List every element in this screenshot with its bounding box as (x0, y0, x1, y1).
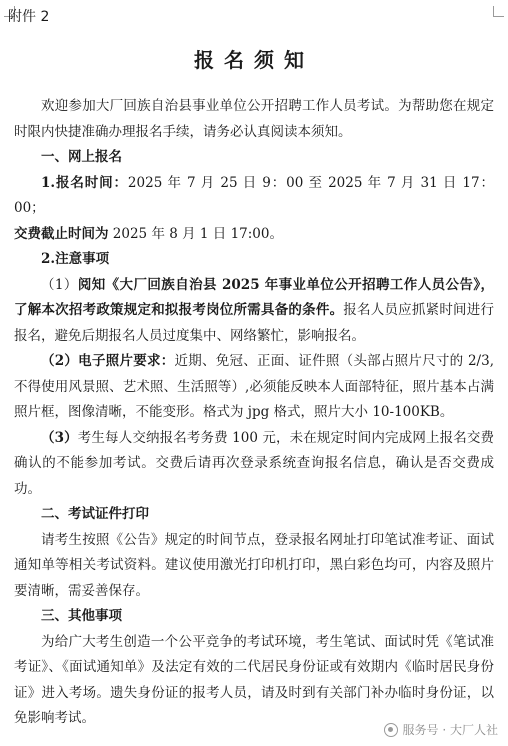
wechat-official-account-icon (384, 723, 398, 737)
fee-deadline-value: 2025 年 8 月 1 日 17:00。 (108, 225, 283, 242)
note-1-text: 报名人员应抓紧时间进行报名，避免后期报名人员过度集中、网络繁忙，影响报名。 (14, 302, 495, 344)
page-title: 报名须知 (194, 48, 314, 72)
note-1-prefix: （1） (41, 276, 78, 293)
note-1-paragraph (14, 273, 494, 350)
notes-heading: 2.注意事项 (41, 251, 110, 267)
registration-time-label: 1.报名时间： (41, 174, 128, 191)
other-matters-paragraph: 为给广大考生创造一个公平竞争的考试环境，考生笔试、面试时凭《笔试准考证》、《面试通知单》及法定有效的二代居民身份证或有效期内《临时居民身份证》进入考场。遗失身份证的报考人员，请及时到有关部门补办临时身份证，以免影响考试。 (14, 633, 494, 726)
registration-time-value: 2025 年 7 月 25 日 9：00 至 2025 年 7 月 31 日 17：00； (14, 174, 494, 216)
section-heading-online-registration: 一、网上报名 (41, 149, 122, 165)
note-3-text: 考生每人交纳报名考务费 100 元，未在规定时间内完成网上报名交费确认的不能参加考试。交费后请再次登录系统查询报名信息，确认是否交费成功。 (14, 429, 494, 497)
watermark (384, 721, 498, 738)
note-3-paragraph (14, 426, 494, 503)
note-3-bold-text: （3） (41, 429, 78, 446)
note-1-bold-text: 阅知《大厂回族自治县 2025 年事业单位公开招聘工作人员公告》，了解本次招考政策规定和拟报考岗位所需具备的条件。 (14, 276, 494, 318)
note-2-bold-text: （2）电子照片要求： (41, 353, 175, 369)
note-2-text: 近期、免冠、正面、证件照（头部占照片尺寸的 2/3,不得使用风景照、艺术照、生活照等）,必须能反映本人面部特征，照片基本占满照片框，图像清晰，不能变形。格式为 jpg 格式，照片大小 10-100KB。 (14, 353, 494, 420)
intro-paragraph: 欢迎参加大厂回族自治县事业单位公开招聘工作人员考试。为帮助您在规定时限内快捷准确办理报名手续，请务必认真阅读本须知。 (14, 98, 494, 140)
fee-deadline-paragraph (14, 222, 494, 248)
attachment-label: 附件 2 (8, 9, 50, 25)
watermark-text: 服务号 · 大厂人社 (402, 723, 498, 737)
document-printing-paragraph: 请考生按照《公告》规定的时间节点，登录报名网址打印笔试准考证、面试通知单等相关考试资料。建议使用激光打印机打印，黑白彩色均可，内容及照片要清晰，需妥善保存。 (14, 531, 494, 599)
page-corner-mark-right (493, 6, 504, 17)
registration-time-paragraph (14, 171, 494, 222)
note-2-paragraph (14, 349, 494, 426)
document-body (14, 94, 494, 732)
fee-deadline-label: 交费截止时间为 (14, 225, 109, 242)
section-heading-other-matters: 三、其他事项 (41, 608, 122, 624)
section-heading-document-printing: 二、考试证件打印 (41, 506, 149, 522)
